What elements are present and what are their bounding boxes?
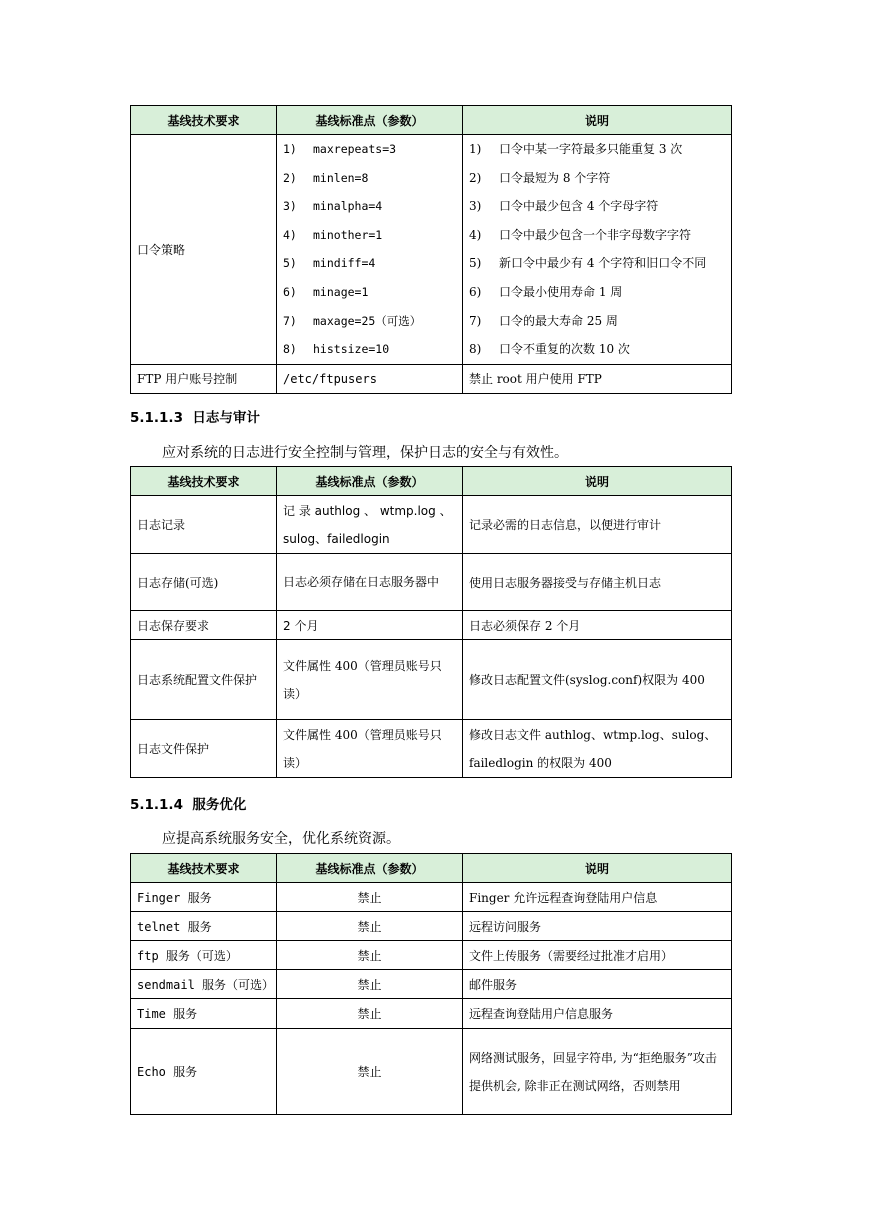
cell-requirement: Finger 服务	[131, 883, 277, 912]
header-parameter: 基线标准点（参数）	[277, 106, 463, 135]
cell-requirement: 日志保存要求	[131, 611, 277, 640]
list-item: 5) mindiff=4	[283, 256, 376, 271]
cell-param: 禁止	[277, 970, 463, 999]
cell-note: 邮件服务	[463, 970, 732, 999]
list-item: 3) minalpha=4	[283, 199, 383, 214]
cell-requirement: 日志记录	[131, 496, 277, 554]
table-row	[131, 611, 732, 640]
list-item: 7) maxage=25（可选）	[283, 313, 422, 328]
list-item: 2) minlen=8	[283, 170, 369, 185]
table-row	[131, 999, 732, 1029]
cell-note: 修改日志文件 authlog、wtmp.log、sulog、failedlogin 的权限为 400	[463, 720, 732, 778]
list-item: 3) 口令中最少包含 4 个字母字符	[469, 199, 659, 214]
cell-param: 记 录 authlog 、 wtmp.log 、 sulog、failedlogin	[277, 496, 463, 554]
cell-requirement: ftp 服务（可选）	[131, 941, 277, 970]
cell-requirement: sendmail 服务（可选）	[131, 970, 277, 999]
cell-param: 禁止	[277, 883, 463, 912]
header-requirement: 基线技术要求	[131, 467, 277, 496]
section-heading-services: 5.1.1.4 服务优化	[130, 797, 247, 813]
list-item: 4) 口令中最少包含一个非字母数字字符	[469, 227, 692, 242]
note-list	[469, 135, 725, 364]
cell-requirement: Echo 服务	[131, 1029, 277, 1115]
cell-note: 日志必须保存 2 个月	[463, 611, 732, 640]
header-requirement: 基线技术要求	[131, 106, 277, 135]
cell-requirement: 日志文件保护	[131, 720, 277, 778]
cell-note: Finger 允许远程查询登陆用户信息	[463, 883, 732, 912]
list-item: 5) 新口令中最少有 4 个字符和旧口令不同	[469, 256, 707, 271]
cell-note: 文件上传服务（需要经过批准才启用）	[463, 941, 732, 970]
table-header-row	[131, 854, 732, 883]
list-item: 6) 口令最小使用寿命 1 周	[469, 284, 623, 299]
table-row	[131, 970, 732, 999]
section-intro-services: 应提高系统服务安全，优化系统资源。	[162, 831, 400, 847]
header-description: 说明	[463, 467, 732, 496]
cell-requirement: Time 服务	[131, 999, 277, 1029]
list-item: 8) 口令不重复的次数 10 次	[469, 342, 630, 357]
table-row	[131, 496, 732, 554]
table-header-row	[131, 467, 732, 496]
ftp-requirement: FTP 用户账号控制	[131, 364, 277, 393]
param-list	[283, 135, 456, 364]
header-parameter: 基线标准点（参数）	[277, 854, 463, 883]
table-row	[131, 640, 732, 720]
list-item: 1) 口令中某一字符最多只能重复 3 次	[469, 142, 683, 156]
cell-param: 日志必须存储在日志服务器中	[277, 554, 463, 611]
header-requirement: 基线技术要求	[131, 854, 277, 883]
table-row	[131, 720, 732, 778]
services-table	[130, 853, 732, 1115]
ftp-note: 禁止 root 用户使用 FTP	[463, 364, 732, 393]
cell-requirement: 日志存储(可选)	[131, 554, 277, 611]
table-row	[131, 1029, 732, 1115]
table-row	[131, 135, 732, 365]
cell-note: 远程查询登陆用户信息服务	[463, 999, 732, 1029]
password-policy-requirement: 口令策略	[131, 135, 277, 365]
cell-param: 2 个月	[277, 611, 463, 640]
list-item: 8) histsize=10	[283, 342, 390, 357]
ftp-param: /etc/ftpusers	[277, 364, 463, 393]
cell-param: 文件属性 400（管理员账号只读）	[277, 720, 463, 778]
section-heading-logs: 5.1.1.3 日志与审计	[130, 410, 260, 426]
cell-param: 禁止	[277, 912, 463, 941]
table-row	[131, 554, 732, 611]
password-policy-params	[277, 135, 463, 365]
table-row	[131, 364, 732, 393]
cell-note: 修改日志配置文件(syslog.conf)权限为 400	[463, 640, 732, 720]
cell-param: 禁止	[277, 999, 463, 1029]
cell-param: 禁止	[277, 941, 463, 970]
cell-note: 远程访问服务	[463, 912, 732, 941]
cell-note: 记录必需的日志信息，以便进行审计	[463, 496, 732, 554]
header-description: 说明	[463, 854, 732, 883]
cell-note: 使用日志服务器接受与存储主机日志	[463, 554, 732, 611]
header-parameter: 基线标准点（参数）	[277, 467, 463, 496]
section-intro-logs: 应对系统的日志进行安全控制与管理，保护日志的安全与有效性。	[162, 445, 568, 461]
cell-requirement: 日志系统配置文件保护	[131, 640, 277, 720]
header-description: 说明	[463, 106, 732, 135]
cell-param: 文件属性 400（管理员账号只读）	[277, 640, 463, 720]
list-item: 2) 口令最短为 8 个字符	[469, 170, 611, 185]
list-item: 1) maxrepeats=3	[283, 142, 397, 156]
list-item: 6) minage=1	[283, 284, 369, 299]
table-header-row	[131, 106, 732, 135]
table-row	[131, 941, 732, 970]
cell-param: 禁止	[277, 1029, 463, 1115]
password-policy-notes	[463, 135, 732, 365]
table-row	[131, 912, 732, 941]
list-item: 4) minother=1	[283, 227, 383, 242]
table-row	[131, 883, 732, 912]
list-item: 7) 口令的最大寿命 25 周	[469, 313, 618, 328]
cell-note: 网络测试服务，回显字符串, 为“拒绝服务”攻击提供机会, 除非正在测试网络，否则禁用	[463, 1029, 732, 1115]
password-policy-table	[130, 105, 732, 394]
cell-requirement: telnet 服务	[131, 912, 277, 941]
logs-table	[130, 466, 732, 778]
